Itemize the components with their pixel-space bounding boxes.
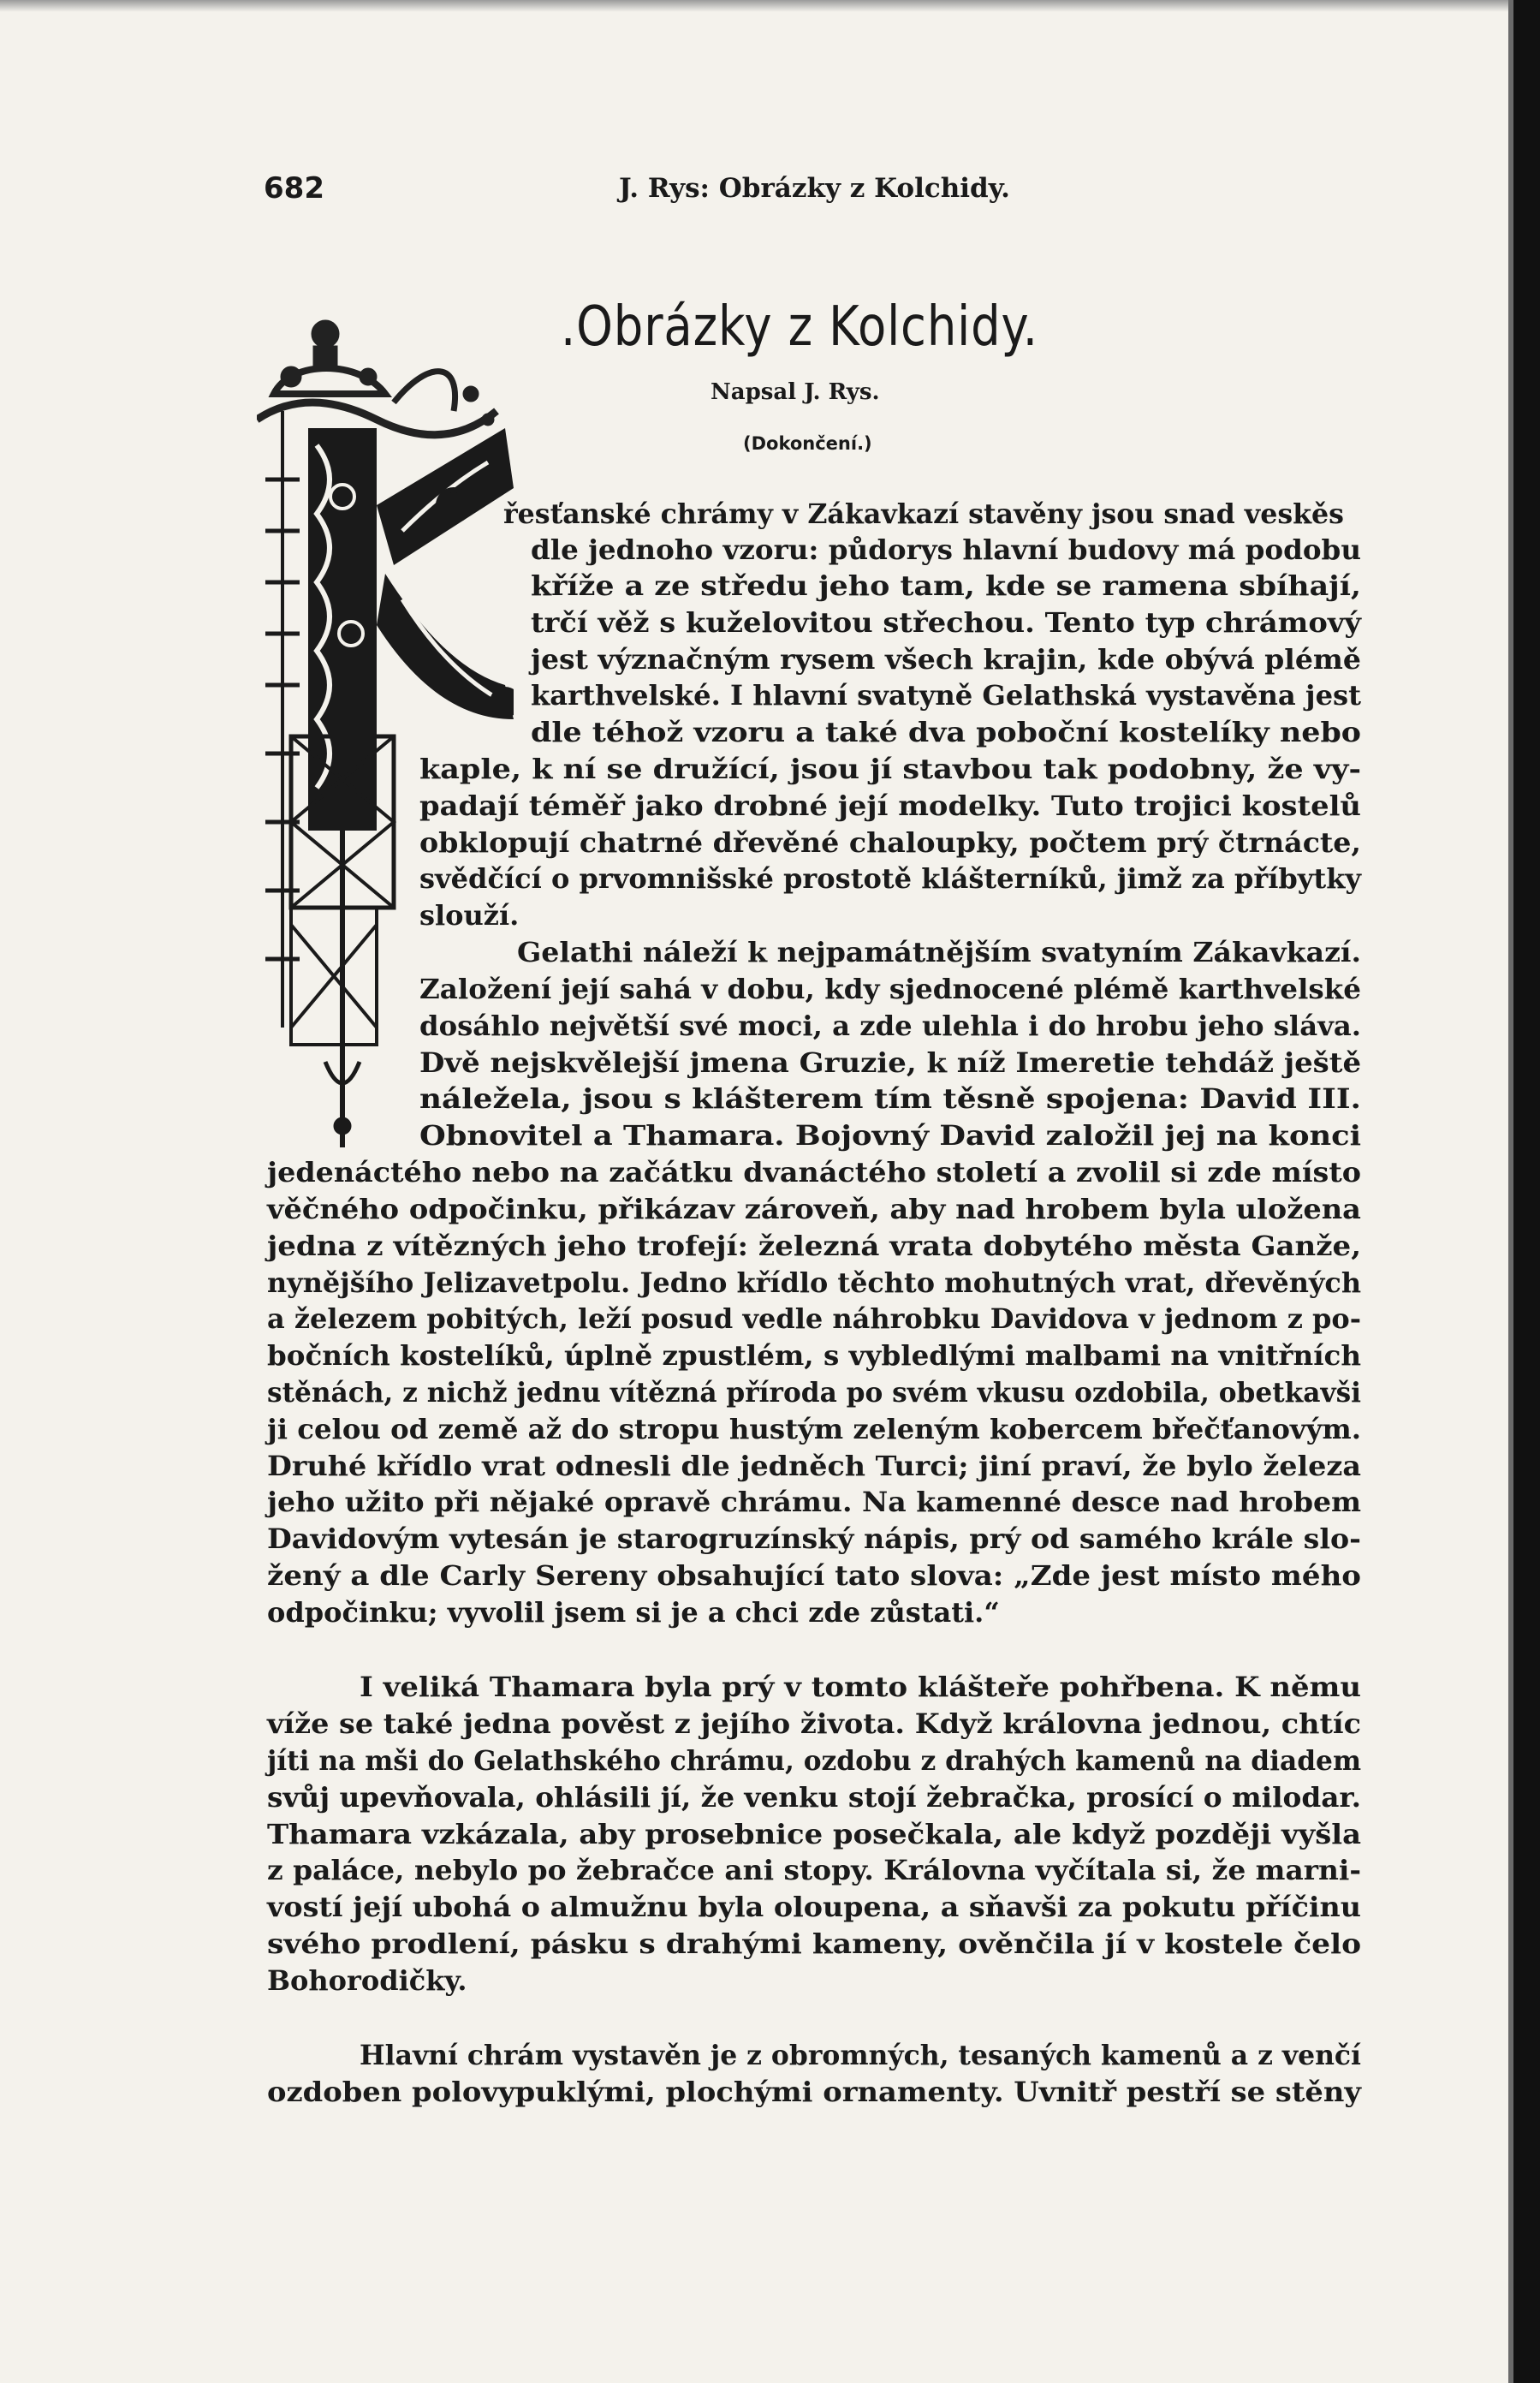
body-line: Davidovým vytesán je starogruzínský nápis, prý od samého krále slo- [267,1522,1361,1555]
initial-lower-leg [377,574,514,719]
article-author: Napsal J. Rys. [711,379,880,405]
body-line: Založení její sahá v dobu, kdy sjednocené plémě karthvelské [419,973,1361,1005]
body-line: náležela, jsou s klášterem tím těsně spojena: David III. [419,1082,1362,1115]
body-line: jeho užito při nějaké opravě chrámu. Na kamenné desce nad hrobem [267,1486,1362,1518]
body-line: Dvě nejskvělejší jmena Gruzie, k níž Imeretie tehdáž ještě [419,1046,1362,1079]
body-line: řesťanské chrámy v Zákavkazí stavěny jsou snad veskěs [503,497,1344,530]
body-line: stěnách, z nichž jednu vítězná příroda po svém vkusu ozdobila, obetkavši [267,1376,1361,1409]
body-line: víže se také jedna pověst z jejího života. Když královna jednou, chtíc [267,1707,1361,1740]
body-line: padají téměř jako drobné její modelky. Tuto trojici kostelů [419,789,1361,822]
initial-upper-arm [377,428,514,565]
body-line: svého prodlení, pásku s drahými kameny, ověnčila jí v kostele čelo [267,1927,1362,1960]
body-line: karthvelské. I hlavní svatyně Gelathská vystavěna jest [531,679,1362,712]
body-line: jíti na mši do Gelathského chrámu, ozdobu z drahých kamenů na diadem [267,1744,1362,1777]
continuation-note: (Dokončení.) [743,433,872,454]
body-line: věčného odpočinku, přikázav zároveň, aby nad hrobem byla uložena [267,1193,1361,1225]
body-line: odpočinku; vyvolil jsem si je a chci zde zůstati.“ [267,1596,1000,1629]
body-line: ozdoben polovypuklými, plochými ornamenty. Uvnitř pestří se stěny [267,2076,1361,2108]
body-line: ji celou od země až do stropu hustým zeleným kobercem břečťanovým. [267,1413,1362,1445]
page-edge [1513,0,1540,2383]
body-line: Obnovitel a Thamara. Bojovný David založil jej na konci [419,1119,1362,1152]
body-line: svůj upevňovala, ohlásili jí, že venku stojí žebračka, prosící o milodar. [267,1781,1362,1814]
body-line: jedenáctého nebo na začátku dvanáctého století a zvolil si zde místo [267,1156,1362,1189]
body-line: jest význačným rysem všech krajin, kde obývá plémě [531,643,1361,676]
body-line: vostí její ubohá o almužnu byla oloupena, a sňavši za pokutu příčinu [267,1891,1361,1923]
body-line: kříže a ze středu jeho tam, kde se ramena sbíhají, [531,569,1362,602]
body-line: bočních kostelíků, úplně zpustlém, s vybledlými malbami na vnitřních [267,1339,1362,1372]
body-line: trčí věž s kuželovitou střechou. Tento typ chrámový [531,606,1361,639]
body-line: a železem pobitých, leží posud vedle náhrobku Davidova v jednom z po- [267,1302,1362,1335]
running-head: J. Rys: Obrázky z Kolchidy. [619,173,1010,204]
body-line: Druhé křídlo vrat odnesli dle jedněch Turci; jiní praví, že bylo železa [267,1450,1361,1482]
body-line: jedna z vítězných jeho trofejí: železná vrata dobytého města Ganže, [267,1230,1362,1262]
body-line: Hlavní chrám vystavěn je z obromných, tesaných kamenů a z venčí [360,2039,1361,2071]
body-line: svědčící o prvomnišské prostotě klášterníků, jimž za příbytky [419,862,1362,895]
body-line: dle téhož vzoru a také dva poboční kostelíky nebo [531,716,1361,748]
body-line: slouží. [419,899,520,932]
body-line: I veliká Thamara byla prý v tomto klášteře pohřbena. K němu [360,1671,1362,1703]
article-title: .Obrázky z Kolchidy. [561,295,1038,359]
body-line: dosáhlo největší své moci, a zde ulehla i do hrobu jeho sláva. [419,1010,1362,1042]
body-line: kaple, k ní se družící, jsou jí stavbou tak podobny, že vy- [419,753,1361,785]
initial-crown-ornament [257,320,496,435]
body-line: Gelathi náleží k nejpamátnějším svatyním Zákavkazí. [517,936,1362,968]
body-line: žený a dle Carly Sereny obsahující tato slova: „Zde jest místo mého [267,1559,1362,1592]
initial-stem [308,428,377,831]
body-line: z paláce, nebylo po žebračce ani stopy. Královna vyčítala si, že marni- [267,1854,1362,1886]
page-header [264,171,1359,214]
body-line: Thamara vzkázala, aby prosebnice posečkala, ale když později vyšla [267,1818,1362,1850]
body-line: dle jednoho vzoru: půdorys hlavní budovy má podobu [531,533,1361,566]
body-line: nynějšího Jelizavetpolu. Jedno křídlo těchto mohutných vrat, dřevěných [267,1266,1362,1299]
page-number: 682 [264,171,324,206]
top-edge-shadow [0,0,1540,12]
body-line: Bohorodičky. [267,1964,467,1997]
body-line: obklopují chatrné dřevěné chaloupky, počtem prý čtrnácte, [419,826,1362,859]
